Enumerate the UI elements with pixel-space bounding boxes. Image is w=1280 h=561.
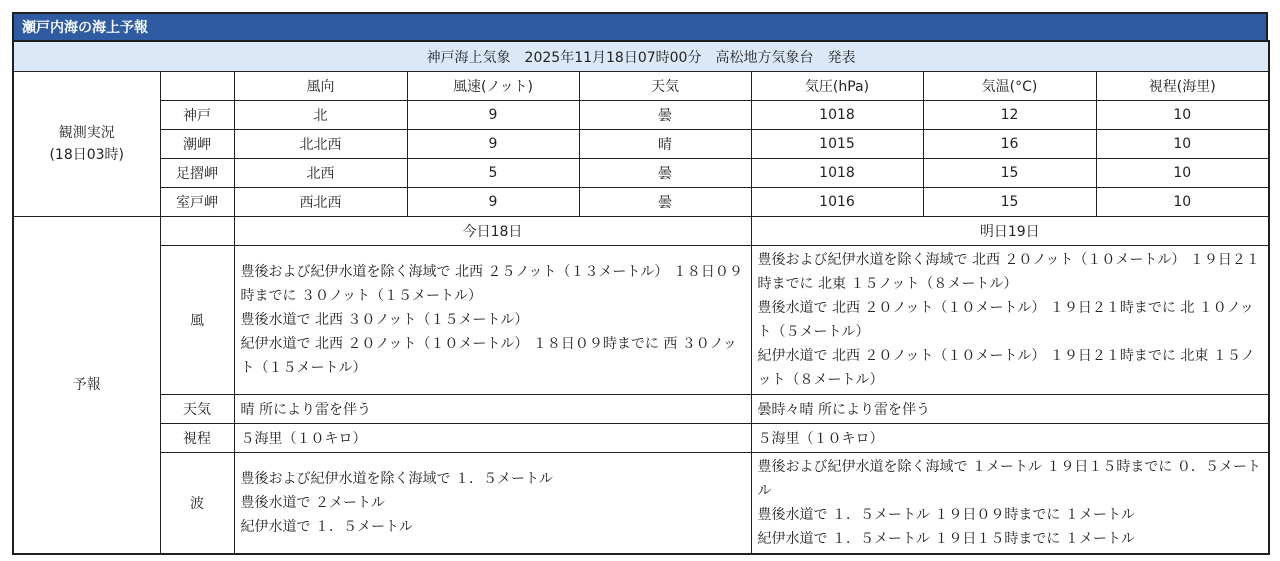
today-wind-cell bbox=[234, 246, 751, 395]
observation-time: (18日03時) bbox=[49, 147, 125, 163]
visibility-cell: 10 bbox=[1096, 130, 1269, 159]
pressure-cell: 1018 bbox=[751, 159, 923, 188]
today-weather-cell: 晴 所により雷を伴う bbox=[234, 395, 751, 424]
forecast-line: 豊後水道で １．５メートル １９日０９時までに １メートル bbox=[757, 507, 1135, 523]
weather-cell: 曇 bbox=[579, 188, 751, 217]
header-wind-direction: 風向 bbox=[234, 72, 407, 101]
forecast-row-label: 波 bbox=[160, 453, 234, 555]
forecast-line: 豊後および紀伊水道を除く海域で １．５メートル bbox=[240, 471, 553, 487]
tomorrow-visibility-cell: ５海里（１０キロ） bbox=[751, 424, 1269, 453]
temperature-cell: 12 bbox=[923, 101, 1096, 130]
header-pressure: 気圧(hPa) bbox=[751, 72, 923, 101]
forecast-panel bbox=[12, 12, 1268, 555]
observation-header-row bbox=[13, 72, 1269, 101]
forecast-line: 紀伊水道で １．５メートル bbox=[240, 519, 413, 535]
observation-row bbox=[13, 101, 1269, 130]
wind-speed-cell: 9 bbox=[407, 130, 579, 159]
forecast-line: 豊後水道で 北西 ２０ノット（１０メートル） １９日２１時までに 北 １０ノット（５メートル） bbox=[757, 300, 1254, 340]
wind-direction-cell: 北北西 bbox=[234, 130, 407, 159]
forecast-row-wind bbox=[13, 246, 1269, 395]
visibility-cell: 10 bbox=[1096, 159, 1269, 188]
weather-cell: 曇 bbox=[579, 101, 751, 130]
today-waves-cell bbox=[234, 453, 751, 555]
forecast-row-waves bbox=[13, 453, 1269, 555]
station-name: 潮岬 bbox=[160, 130, 234, 159]
forecast-line: 紀伊水道で 北西 ２０ノット（１０メートル） １８日０９時までに 西 ３０ノット（１５メートル） bbox=[240, 336, 737, 376]
observation-row bbox=[13, 130, 1269, 159]
forecast-row-visibility bbox=[13, 424, 1269, 453]
weather-cell: 晴 bbox=[579, 130, 751, 159]
header-blank bbox=[160, 217, 234, 246]
tomorrow-waves-cell bbox=[751, 453, 1269, 555]
temperature-cell: 15 bbox=[923, 188, 1096, 217]
forecast-line: 豊後水道で 北西 ３０ノット（１５メートル） bbox=[240, 312, 529, 328]
station-name: 足摺岬 bbox=[160, 159, 234, 188]
pressure-cell: 1016 bbox=[751, 188, 923, 217]
header-visibility: 視程(海里) bbox=[1096, 72, 1269, 101]
wind-speed-cell: 5 bbox=[407, 159, 579, 188]
forecast-line: 紀伊水道で 北西 ２０ノット（１０メートル） １９日２１時までに 北東 １５ノット（８メートル） bbox=[757, 348, 1255, 388]
tomorrow-wind-cell bbox=[751, 246, 1269, 395]
forecast-day-header-row bbox=[13, 217, 1269, 246]
header-weather: 天気 bbox=[579, 72, 751, 101]
forecast-row-weather bbox=[13, 395, 1269, 424]
forecast-row-label: 天気 bbox=[160, 395, 234, 424]
today-header: 今日18日 bbox=[234, 217, 751, 246]
wind-speed-cell: 9 bbox=[407, 188, 579, 217]
forecast-line: 豊後および紀伊水道を除く海域で １メートル １９日１５時までに ０．５メートル bbox=[757, 459, 1261, 499]
temperature-cell: 15 bbox=[923, 159, 1096, 188]
header-blank bbox=[160, 72, 234, 101]
observation-section-label bbox=[13, 72, 160, 217]
tomorrow-header: 明日19日 bbox=[751, 217, 1269, 246]
tomorrow-weather-cell: 曇時々晴 所により雷を伴う bbox=[751, 395, 1269, 424]
header-temperature: 気温(°C) bbox=[923, 72, 1096, 101]
forecast-row-label: 風 bbox=[160, 246, 234, 395]
forecast-line: 豊後および紀伊水道を除く海域で 北西 ２０ノット（１０メートル） １９日２１時までに 北東 １５ノット（８メートル） bbox=[757, 252, 1260, 292]
visibility-cell: 10 bbox=[1096, 101, 1269, 130]
today-visibility-cell: ５海里（１０キロ） bbox=[234, 424, 751, 453]
header-wind-speed: 風速(ノット) bbox=[407, 72, 579, 101]
station-name: 神戸 bbox=[160, 101, 234, 130]
page-title: 瀬戸内海の海上予報 bbox=[12, 12, 1268, 40]
observation-row bbox=[13, 188, 1269, 217]
forecast-line: 豊後水道で ２メートル bbox=[240, 495, 385, 511]
forecast-line: 紀伊水道で １．５メートル １９日１５時までに １メートル bbox=[757, 531, 1135, 547]
observation-label: 観測実況 bbox=[58, 125, 115, 141]
station-name: 室戸岬 bbox=[160, 188, 234, 217]
wind-speed-cell: 9 bbox=[407, 101, 579, 130]
pressure-cell: 1018 bbox=[751, 101, 923, 130]
forecast-table bbox=[12, 40, 1270, 555]
pressure-cell: 1015 bbox=[751, 130, 923, 159]
wind-direction-cell: 西北西 bbox=[234, 188, 407, 217]
forecast-line: 豊後および紀伊水道を除く海域で 北西 ２５ノット（１３メートル） １８日０９時までに ３０ノット（１５メートル） bbox=[240, 264, 743, 304]
wind-direction-cell: 北 bbox=[234, 101, 407, 130]
forecast-row-label: 視程 bbox=[160, 424, 234, 453]
temperature-cell: 16 bbox=[923, 130, 1096, 159]
visibility-cell: 10 bbox=[1096, 188, 1269, 217]
weather-cell: 曇 bbox=[579, 159, 751, 188]
observation-row bbox=[13, 159, 1269, 188]
wind-direction-cell: 北西 bbox=[234, 159, 407, 188]
issue-info: 神戸海上気象 2025年11月18日07時00分 高松地方気象台 発表 bbox=[13, 41, 1269, 72]
forecast-section-label: 予報 bbox=[13, 217, 160, 555]
